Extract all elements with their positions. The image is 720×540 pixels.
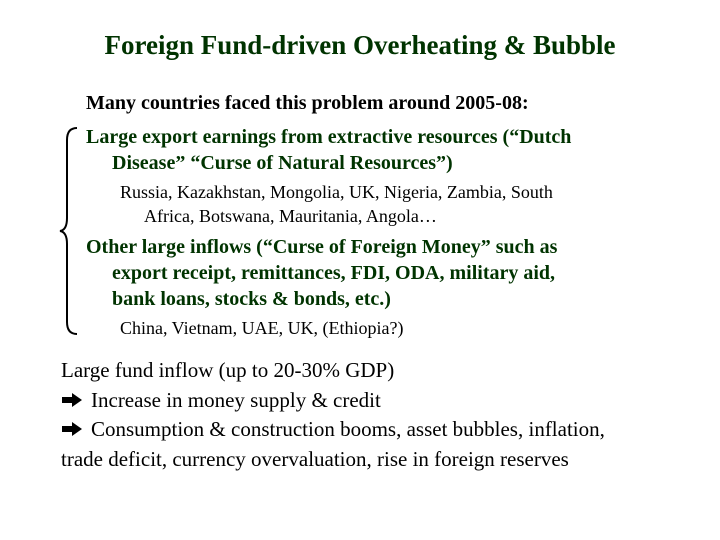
examples-line: Africa, Botswana, Mauritania, Angola… [144, 206, 437, 226]
point-foreign-money [86, 234, 557, 312]
left-brace-icon [58, 126, 80, 336]
summary-text: Increase in money supply & credit [91, 387, 381, 412]
point-dutch-disease [86, 124, 571, 176]
summary-block [61, 356, 711, 474]
examples-resource-countries [120, 180, 553, 228]
right-arrow-icon [61, 421, 83, 437]
examples-line: China, Vietnam, UAE, UK, (Ethiopia?) [120, 318, 404, 338]
summary-line: trade deficit, currency overvaluation, rise in foreign reserves [61, 446, 569, 471]
point-line: export receipt, remittances, FDI, ODA, military aid, [112, 262, 556, 284]
right-arrow-icon [61, 392, 83, 408]
intro-text: Many countries faced this problem around 2005-08: [86, 92, 529, 114]
examples-line: Russia, Kazakhstan, Mongolia, UK, Nigeria, Zambia, South [120, 182, 553, 202]
point-line: Other large inflows (“Curse of Foreign Money” such as [86, 236, 558, 258]
summary-line-with-arrow [61, 415, 711, 445]
summary-line: Large fund inflow (up to 20-30% GDP) [61, 358, 395, 382]
point-line: Disease” “Curse of Natural Resources”) [112, 152, 453, 174]
summary-line-with-arrow [61, 386, 711, 416]
point-line: bank loans, stocks & bonds, etc.) [112, 288, 391, 310]
examples-inflow-countries [120, 316, 404, 340]
point-line: Large export earnings from extractive resources (“Dutch [86, 126, 572, 148]
summary-text: Consumption & construction booms, asset bubbles, inflation, [91, 417, 605, 441]
slide-title: Foreign Fund-driven Overheating & Bubble [104, 30, 616, 60]
